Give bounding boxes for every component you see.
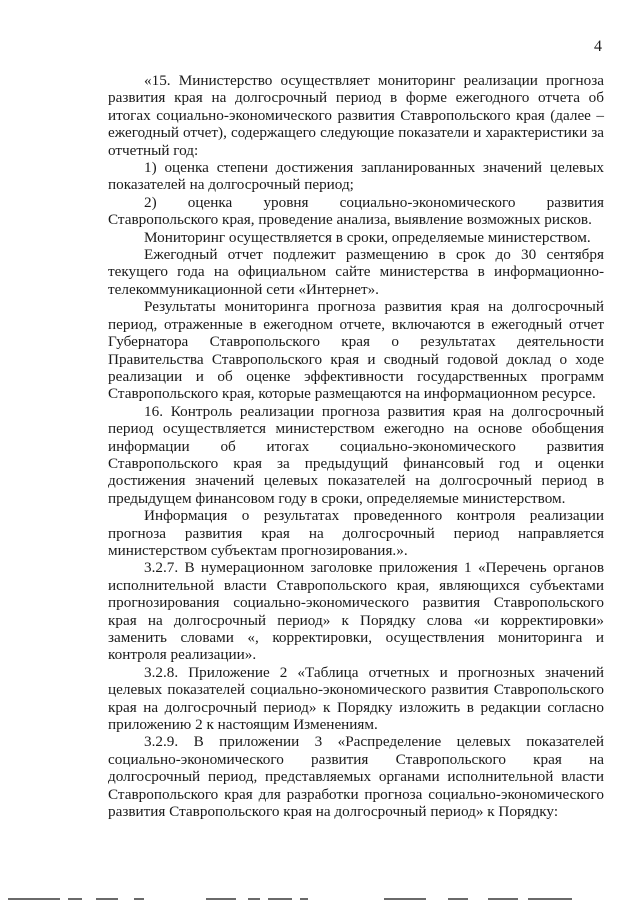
page-number: 4 <box>594 38 602 55</box>
paragraph-3-2-7: 3.2.7. В нумерационном заголовке приложения 1 «Перечень органов исполнительной власти Ставропольского края, являющихся субъектами прогнозирования социально-экономического развития Ставропольского края на долгосрочный период» к Порядку слова «и корректировки» заменить словами «, корректировки, осуществления мониторинга и контроля реализации». <box>108 559 604 664</box>
paragraph-15-monitoring: «15. Министерство осуществляет мониторинг реализации прогноза развития края на долгосрочный период в форме ежегодного отчета об итогах социально-экономического развития Ставропольского края (далее – ежегодный отчет), содержащего следующие показатели и характеристики за отчетный год: <box>108 72 604 159</box>
paragraph-list-item-2: 2) оценка уровня социально-экономического развития Ставропольского края, проведение анализа, выявление возможных рисков. <box>108 193 604 229</box>
paragraph-monitoring-results: Результаты мониторинга прогноза развития края на долгосрочный период, отраженные в ежегодном отчете, включаются в ежегодный отчет Губернатора Ставропольского края о результатах деятельности Правительства Ставропольского края и сводный годовой доклад о ходе реализации и об оценке эффективности государственных программ Ставропольского края, которые размещаются на информационном ресурсе. <box>108 298 604 403</box>
paragraph-3-2-8: 3.2.8. Приложение 2 «Таблица отчетных и прогнозных значений целевых показателей социально-экономического развития Ставропольского края на долгосрочный период» к Порядку изложить в редакции согласно приложению 2 к настоящим Изменениям. <box>108 663 604 734</box>
paragraph-16-control: 16. Контроль реализации прогноза развития края на долгосрочный период осуществляется министерством ежегодно на основе обобщения информации об итогах социально-экономического развития Ставропольского края за предыдущий финансовый год и оценки достижения значений целевых показателей на долгосрочный период в предыдущем финансовом году в сроки, определяемые министерством. <box>108 402 604 507</box>
scan-edge-artifact <box>0 898 640 901</box>
paragraph-3-2-9: 3.2.9. В приложении 3 «Распределение целевых показателей социально-экономического развития Ставропольского края на долгосрочный период, представляемых органами исполнительной власти Ставропольского края для разработки прогноза социально-экономического развития Ставропольского края на долгосрочный период» к Порядку: <box>108 733 604 821</box>
paragraph-monitoring-terms: Мониторинг осуществляется в сроки, определяемые министерством. <box>144 228 591 246</box>
paragraph-annual-report: Ежегодный отчет подлежит размещению в срок до 30 сентября текущего года на официальном сайте министерства в информационно-телекоммуникационной сети «Интернет». <box>108 246 604 298</box>
document-body <box>108 72 604 820</box>
paragraph-list-item-1: 1) оценка степени достижения запланированных значений целевых показателей на долгосрочный период; <box>108 159 604 194</box>
paragraph-control-information: Информация о результатах проведенного контроля реализации прогноза развития края на долгосрочный период направляется министерством субъектам прогнозирования.». <box>108 507 604 559</box>
